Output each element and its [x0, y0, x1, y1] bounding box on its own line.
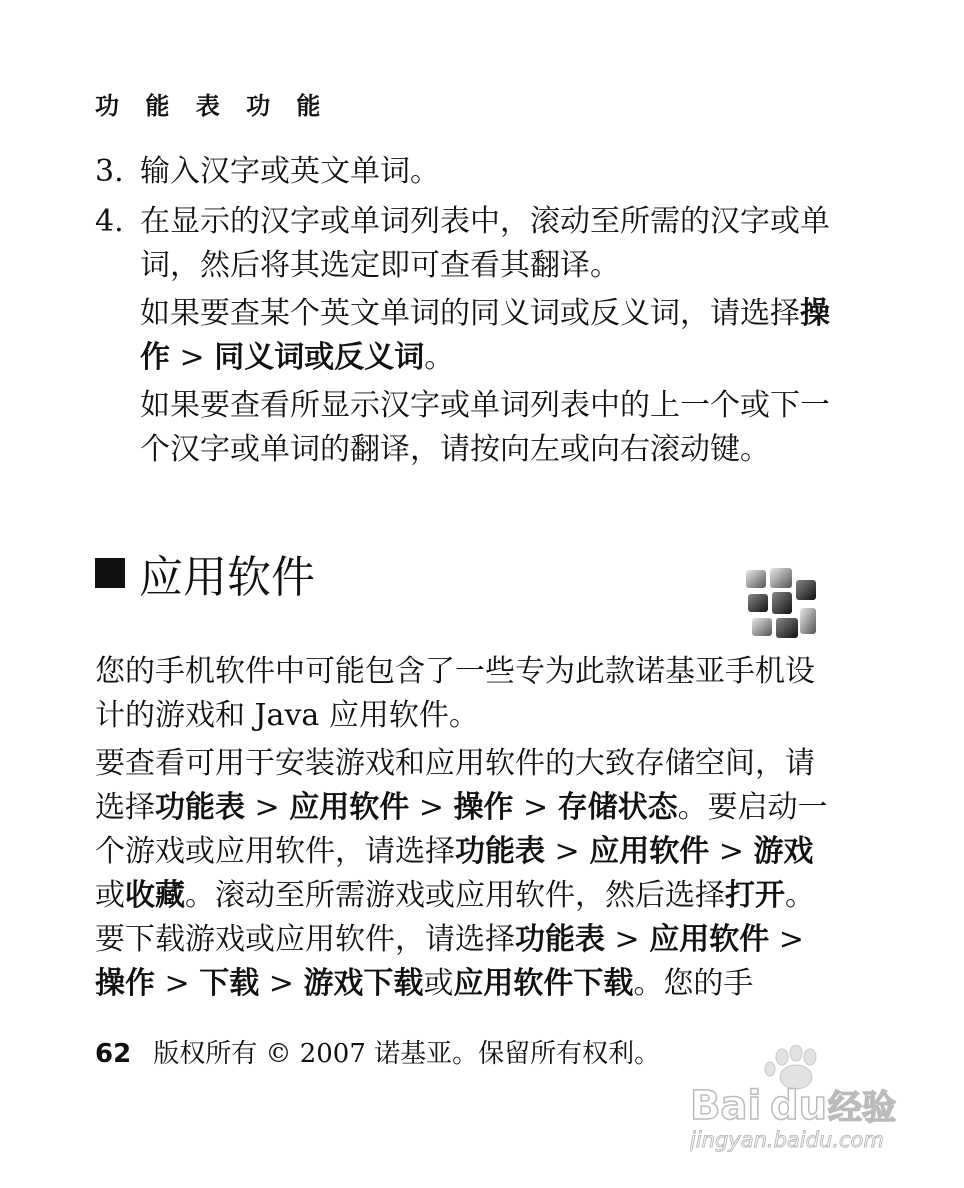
menu-command: 同义词 [214, 340, 305, 375]
watermark-brand-a: Bai [690, 1083, 762, 1129]
bullet-square-icon [95, 558, 125, 588]
section-heading [95, 550, 315, 606]
watermark-brand-cn: 经验 [828, 1088, 896, 1128]
menu-command: 反义词 [334, 340, 425, 375]
menu-command: 操作 [140, 296, 830, 375]
section-title: 应用软件 [139, 552, 315, 603]
step-4 [95, 200, 835, 288]
copyright-text: 版权所有 © 2007 诺基亚。保留所有权利。 [153, 1039, 661, 1069]
step-text: 在显示的汉字或单词列表中，滚动至所需的汉字或单词，然后将其选定即可查看其翻译。 [140, 204, 830, 283]
app-blocks-icon [744, 566, 820, 642]
synonym-note: 如果要查某个英文单词的同义词或反义词，请选择操作 > 同义词或反义词。 [140, 296, 830, 375]
step-number: 3. [95, 154, 124, 189]
step-text: 输入汉字或英文单词。 [140, 154, 440, 189]
baidu-watermark [690, 1045, 920, 1155]
intro-paragraph: 您的手机软件中可能包含了一些专为此款诺基亚手机设计的游戏和 Java 应用软件。 [95, 654, 815, 733]
navigation-note: 如果要查看所显示汉字或单词列表中的上一个或下一个汉字或单词的翻译，请按向左或向右滚动键。 [140, 388, 830, 467]
step-number: 4. [95, 204, 124, 239]
page-number: 62 [95, 1039, 132, 1069]
instructions-paragraph: 要查看可用于安装游戏和应用软件的大致存储空间，请选择功能表 > 应用软件 > 操作 > 存储状态。要启动一个游戏或应用软件，请选择功能表 > 应用软件 > 游戏或收藏。滚动至所需游戏或应用软件，然后选择打开。要下载游戏或应用软件，请选择功能表 > 应用软件 > 操作 > 下载 > 游戏下载或应用软件下载。您的手 [95, 746, 828, 1001]
watermark-brand-b: du [770, 1083, 828, 1129]
watermark-url: jingyan.baidu.com [690, 1128, 884, 1152]
page-footer [95, 1036, 660, 1072]
step-3 [95, 150, 835, 194]
page-header: 功 能 表 功 能 [95, 92, 330, 120]
